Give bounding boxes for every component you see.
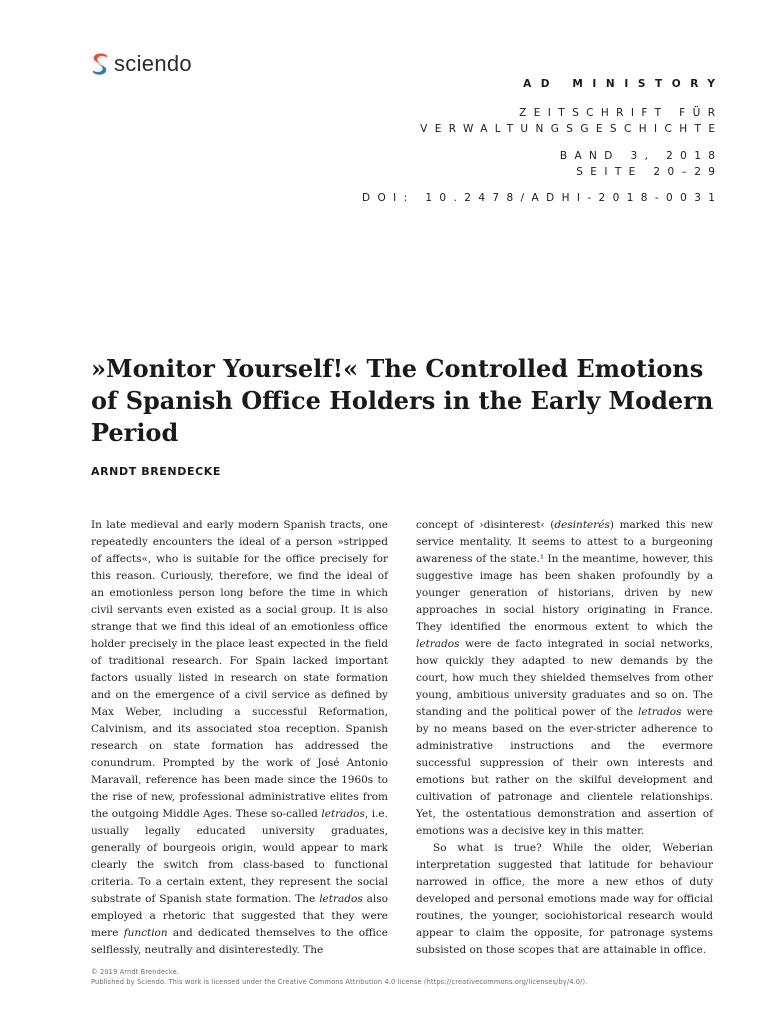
sciendo-s-icon — [91, 51, 109, 77]
italic-term: letrados — [638, 706, 682, 718]
body-column-left — [91, 517, 388, 959]
italic-term: letrados — [319, 893, 363, 905]
journal-masthead — [295, 76, 725, 207]
journal-volume: BAND 3, 2018 — [559, 150, 723, 162]
copyright-line: © 2019 Arndt Brendecke. — [91, 968, 180, 976]
license-line: Published by Sciendo. This work is licensed under the Creative Commons Attribution 4.0 license (https://creativecommons.org/licenses/by/4.0/). — [91, 977, 588, 986]
journal-subtitle-line1: ZEITSCHRIFT FÜR — [519, 107, 723, 119]
body-column-right — [416, 517, 713, 959]
journal-subtitle-line2: VERWALTUNGSGESCHICHTE — [420, 122, 723, 135]
body-paragraph: So what is true? While the older, Weberian interpretation suggested that latitude for behaviour narrowed in office, the more a new ethos of duty developed and personal emotions made way for official routines, the younger, sociohistorical research would appear to claim the opposite, for patronage systems subsisted on those scopes that are attainable in office. — [416, 842, 713, 956]
journal-pages: SEITE 20–29 — [576, 165, 723, 178]
body-paragraph: concept of ›disinterest‹ (desinterés) marked this new service mentality. It seems to attest to a burgeoning awareness of the state.¹ In the meantime, however, this suggestive image has been shaken profoundly by a younger generation of historians, driven by new approaches in social history originating in France. They identified the enormous extent to which the letrados were de facto integrated in social networks, how quickly they adapted to new demands by the court, how much they shielded themselves from other young, ambitious university graduates and so on. The standing and the political power of the letrados were by no means based on the ever-stricter adherence to administrative instructions and the evermore successful suppression of their own interests and emotions but rather on the skilful development and cultivation of patronage and clientele relationships. Yet, the ostentatious demonstration and assertion of emotions was a decisive key in this matter. — [416, 519, 714, 837]
sciendo-wordmark: sciendo — [114, 51, 192, 76]
sciendo-logo — [91, 50, 192, 78]
italic-term: letrados — [321, 808, 365, 820]
body-paragraph: In late medieval and early modern Spanish tracts, one repeatedly encounters the ideal of a person »stripped of affects«, who is suitable for the office precisely for this reason. Curiously, therefore, we find the ideal of an emotionless person long before the time in which civil servants even existed as a social group. It is also strange that we find this ideal of an emotionless office holder precisely in the place least expected in the field of traditional research. For Spain lacked important factors usually listed in research on state formation and on the emergence of a civil service as defined by Max Weber, including a successful Reformation, Calvinism, and its associated stoa reception. Spanish research on state formation has addressed the conundrum. Prompted by the work of José Antonio Maravall, reference has been made since the 1960s to the rise of new, professional administrative elites from the outgoing Middle Ages. These so-called letrados, i.e. usually legally educated university graduates, generally of bourgeois origin, would appear to mark clearly the switch from class-based to functional criteria. To a certain extent, they represent the social substrate of Spanish state formation. The letrados also employed a rhetoric that suggested that they were mere function and dedicated themselves to the office selflessly, neutrally and disinterestedly. The — [91, 519, 388, 956]
article-doi: DOI: 10.2478/ADHI-2018-0031 — [362, 192, 723, 204]
journal-name: AD MINISTORY — [523, 78, 725, 90]
italic-term: desinterés — [554, 519, 610, 531]
license-footer — [91, 968, 731, 987]
article-title: »Monitor Yourself!« The Controlled Emotions of Spanish Office Holders in the Early Modern Period — [91, 354, 714, 447]
article-author: ARNDT BRENDECKE — [91, 465, 221, 478]
italic-term: function — [123, 927, 168, 939]
italic-term: letrados — [416, 638, 460, 650]
